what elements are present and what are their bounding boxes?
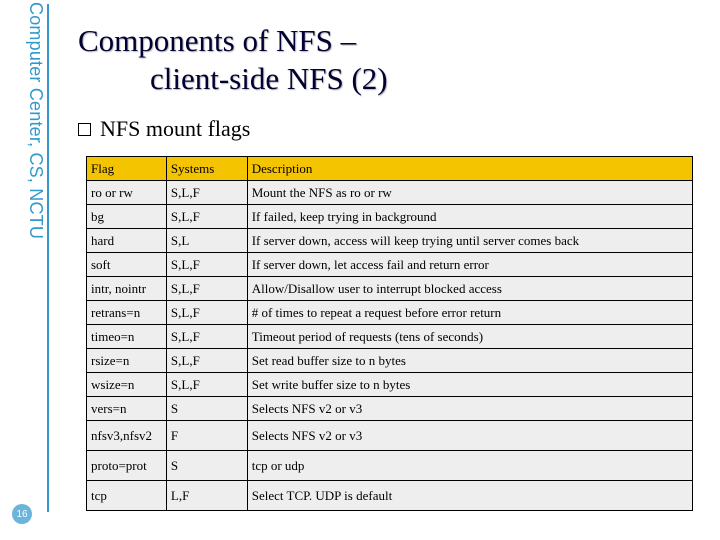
table-row — [87, 277, 693, 301]
table-header-row — [87, 157, 693, 181]
table-row — [87, 349, 693, 373]
header-systems: Systems — [166, 157, 247, 181]
cell-systems: S,L,F — [166, 277, 247, 301]
cell-description: If failed, keep trying in background — [247, 205, 692, 229]
cell-description: Select TCP. UDP is default — [247, 481, 692, 511]
cell-flag: wsize=n — [87, 373, 167, 397]
table-row — [87, 205, 693, 229]
sidebar-divider — [47, 4, 49, 512]
checkbox-bullet-icon — [78, 123, 91, 136]
table-row — [87, 253, 693, 277]
table-row — [87, 421, 693, 451]
cell-systems: S,L — [166, 229, 247, 253]
cell-description: # of times to repeat a request before error return — [247, 301, 692, 325]
cell-flag: rsize=n — [87, 349, 167, 373]
cell-systems: S,L,F — [166, 373, 247, 397]
cell-systems: S — [166, 451, 247, 481]
page-number: 16 — [12, 504, 32, 524]
bullet-item — [78, 116, 250, 142]
cell-systems: S,L,F — [166, 325, 247, 349]
cell-description: Mount the NFS as ro or rw — [247, 181, 692, 205]
table-row — [87, 181, 693, 205]
cell-flag: intr, nointr — [87, 277, 167, 301]
cell-flag: proto=prot — [87, 451, 167, 481]
cell-description: tcp or udp — [247, 451, 692, 481]
table-row — [87, 373, 693, 397]
cell-flag: vers=n — [87, 397, 167, 421]
cell-flag: soft — [87, 253, 167, 277]
cell-description: Selects NFS v2 or v3 — [247, 397, 692, 421]
table-row — [87, 481, 693, 511]
table-row — [87, 229, 693, 253]
table-row — [87, 451, 693, 481]
cell-flag: hard — [87, 229, 167, 253]
cell-systems: L,F — [166, 481, 247, 511]
cell-description: Timeout period of requests (tens of seconds) — [247, 325, 692, 349]
cell-systems: S,L,F — [166, 253, 247, 277]
cell-description: Selects NFS v2 or v3 — [247, 421, 692, 451]
cell-systems: S,L,F — [166, 181, 247, 205]
cell-systems: S,L,F — [166, 205, 247, 229]
cell-description: Set read buffer size to n bytes — [247, 349, 692, 373]
cell-description: Set write buffer size to n bytes — [247, 373, 692, 397]
cell-flag: retrans=n — [87, 301, 167, 325]
sidebar — [0, 0, 60, 540]
cell-systems: S,L,F — [166, 349, 247, 373]
bullet-text: NFS mount flags — [100, 116, 251, 141]
cell-description: If server down, let access fail and return error — [247, 253, 692, 277]
cell-systems: S,L,F — [166, 301, 247, 325]
cell-systems: S — [166, 397, 247, 421]
table-row — [87, 397, 693, 421]
cell-description: Allow/Disallow user to interrupt blocked access — [247, 277, 692, 301]
cell-flag: ro or rw — [87, 181, 167, 205]
org-name: Computer Center, CS, NCTU — [26, 2, 46, 240]
table-row — [87, 301, 693, 325]
cell-systems: F — [166, 421, 247, 451]
title-line-2: client-side NFS (2) — [150, 61, 388, 96]
header-description: Description — [247, 157, 692, 181]
header-flag: Flag — [87, 157, 167, 181]
table-row — [87, 325, 693, 349]
cell-flag: bg — [87, 205, 167, 229]
cell-flag: timeo=n — [87, 325, 167, 349]
mount-flags-table — [86, 156, 693, 511]
cell-description: If server down, access will keep trying until server comes back — [247, 229, 692, 253]
cell-flag: tcp — [87, 481, 167, 511]
slide-title — [78, 22, 388, 98]
title-line-1: Components of NFS – — [78, 23, 357, 58]
cell-flag: nfsv3,nfsv2 — [87, 421, 167, 451]
